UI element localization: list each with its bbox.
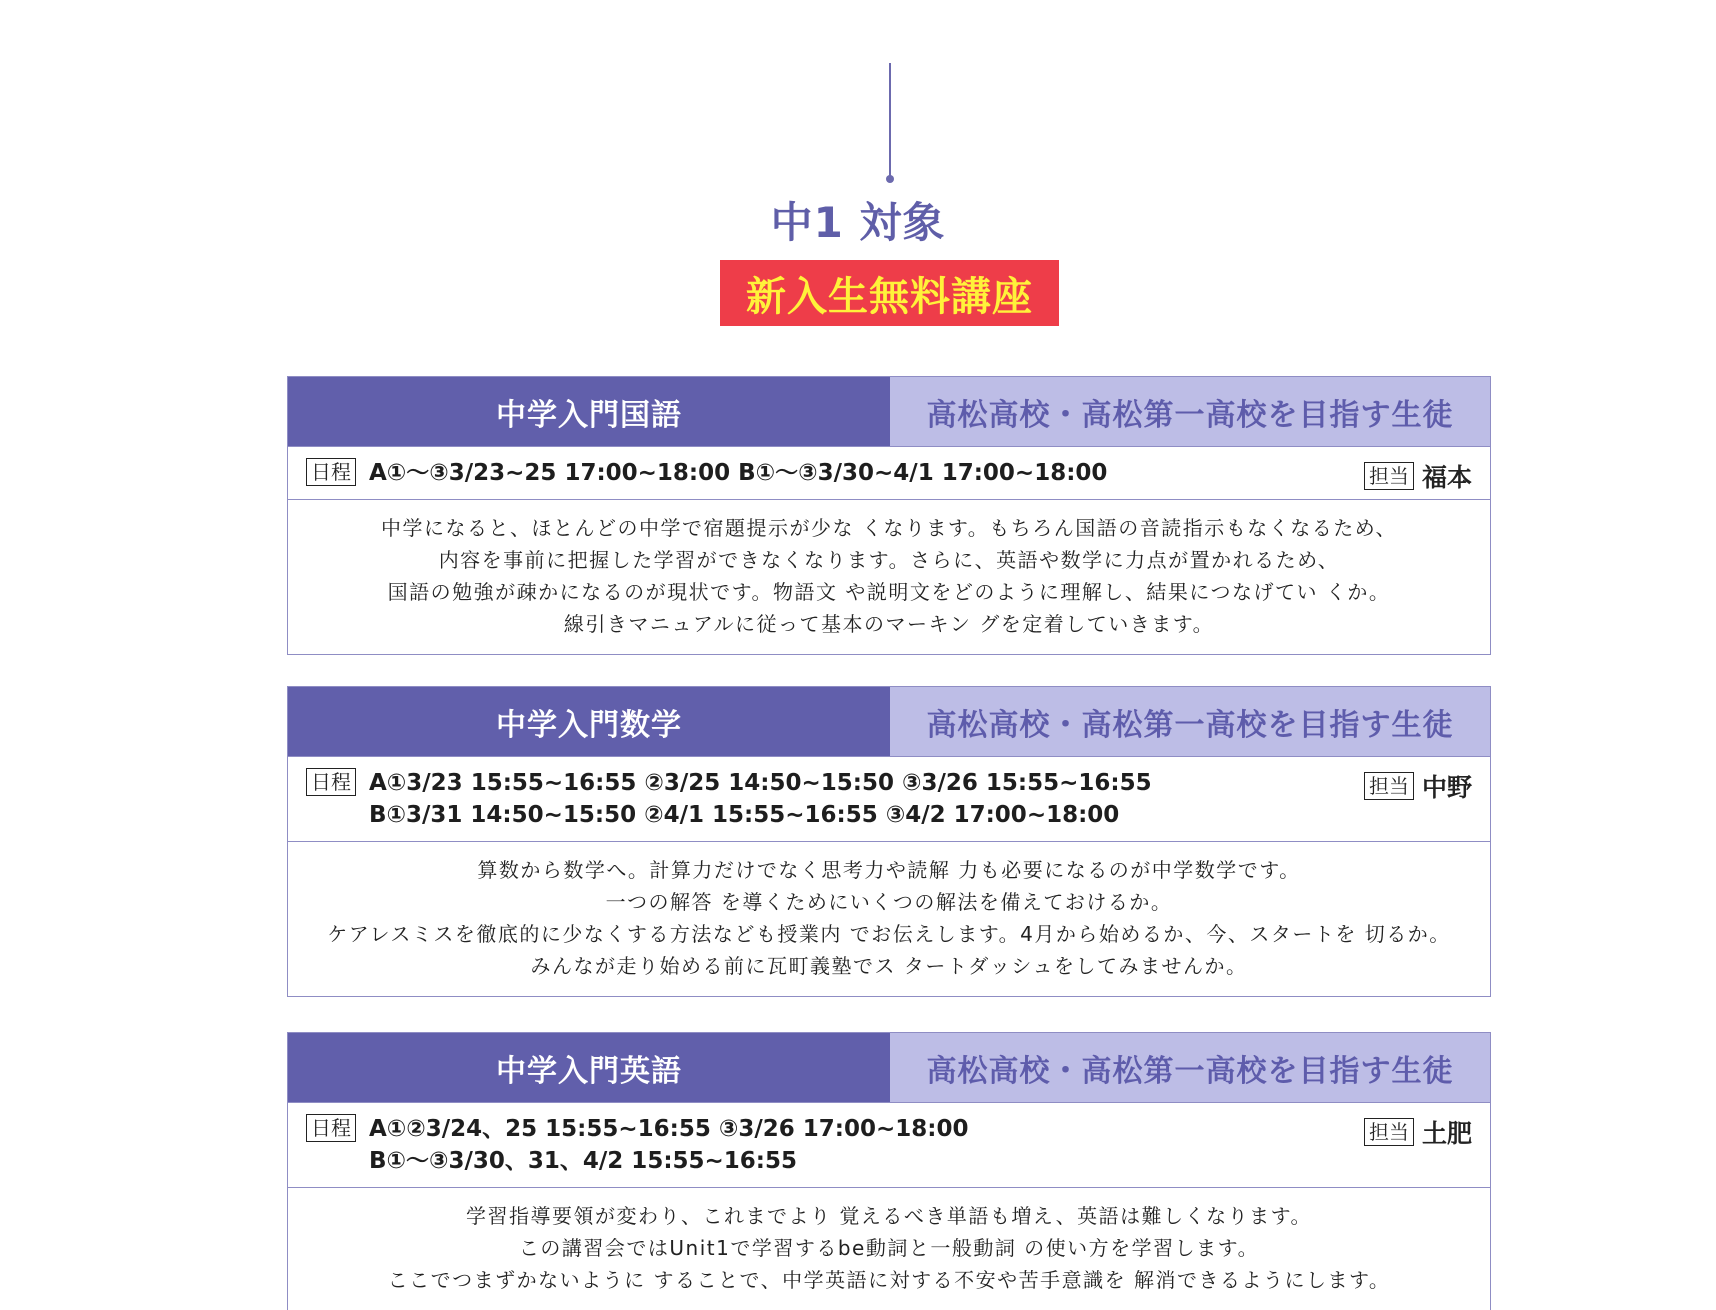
description-line: この講習会ではUnit1で学習するbe動詞と一般動詞 の使い方を学習します。: [518, 1236, 1260, 1260]
course-header: [288, 377, 1490, 446]
description-line: 学習指導要領が変わり、これまでより 覚えるべき単語も増え、英語は難しくなります。: [466, 1204, 1312, 1228]
teacher-tag: 担当: [1364, 462, 1414, 490]
teacher-info: [1364, 458, 1472, 494]
schedule-lines: [369, 457, 1472, 489]
course-description: [288, 1188, 1490, 1310]
teacher-tag: 担当: [1364, 1118, 1414, 1146]
page-heading: 中1 対象: [770, 198, 946, 247]
teacher-name: 中野: [1421, 773, 1472, 802]
schedule-line: B①～③3/30、31、4/2 15:55~16:55: [369, 1148, 798, 1174]
description-line: 内容を事前に把握した学習ができなくなります。さらに、英語や数学に力点が置かれるため、: [438, 548, 1340, 572]
free-course-badge: [720, 260, 1059, 326]
schedule-line: A①～③3/23~25 17:00~18:00 B①～③3/30~4/1 17:00~18:00: [369, 460, 1108, 486]
course-card-math: [287, 686, 1491, 997]
course-header: [288, 1033, 1490, 1102]
course-target: 高松高校・高松第一高校を目指す生徒: [890, 1033, 1490, 1102]
description-line: 算数から数学へ。計算力だけでなく思考力や読解 力も必要になるのが中学数学です。: [477, 858, 1301, 882]
course-schedule: [288, 446, 1490, 500]
badge-label: 新入生無料講座: [746, 273, 1033, 320]
course-description: [288, 500, 1490, 654]
description-line: 線引きマニュアルに従って基本のマーキン グを定着していきます。: [563, 612, 1215, 636]
decorative-dot: [886, 175, 894, 183]
description-line: ケアレスミスを徹底的に少なくする方法なども授業内 でお伝えします。4月から始めるか、今、スタートを 切るか。: [327, 922, 1451, 946]
course-card-english: [287, 1032, 1491, 1310]
teacher-info: [1364, 1114, 1472, 1150]
schedule-line: B①3/31 14:50~15:50 ②4/1 15:55~16:55 ③4/2 17:00~18:00: [369, 802, 1120, 828]
schedule-tag: 日程: [306, 458, 356, 486]
course-schedule: [288, 756, 1490, 842]
schedule-lines: [369, 767, 1472, 831]
description-line: 一つの解答 を導くためにいくつの解法を備えておけるか。: [605, 890, 1173, 914]
course-schedule: [288, 1102, 1490, 1188]
teacher-info: [1364, 768, 1472, 804]
course-header: [288, 687, 1490, 756]
teacher-name: 福本: [1421, 463, 1472, 492]
schedule-line: A①②3/24、25 15:55~16:55 ③3/26 17:00~18:00: [369, 1116, 969, 1142]
course-title: 中学入門英語: [288, 1033, 890, 1102]
schedule-tag: 日程: [306, 768, 356, 796]
schedule-lines: [369, 1113, 1472, 1177]
course-description: [288, 842, 1490, 996]
course-card-japanese: [287, 376, 1491, 655]
schedule-tag: 日程: [306, 1114, 356, 1142]
course-target: 高松高校・高松第一高校を目指す生徒: [890, 377, 1490, 446]
description-line: みんなが走り始める前に瓦町義塾でス タートダッシュをしてみませんか。: [530, 954, 1248, 978]
teacher-tag: 担当: [1364, 772, 1414, 800]
course-title: 中学入門数学: [288, 687, 890, 756]
course-target: 高松高校・高松第一高校を目指す生徒: [890, 687, 1490, 756]
teacher-name: 土肥: [1421, 1119, 1472, 1148]
description-line: 国語の勉強が疎かになるのが現状です。物語文 や説明文をどのように理解し、結果につなげてい くか。: [387, 580, 1391, 604]
decorative-line: [889, 63, 891, 178]
description-line: 中学になると、ほとんどの中学で宿題提示が少な くなります。もちろん国語の音読指示もなくなるため、: [381, 516, 1397, 540]
schedule-line: A①3/23 15:55~16:55 ②3/25 14:50~15:50 ③3/26 15:55~16:55: [369, 770, 1152, 796]
course-title: 中学入門国語: [288, 377, 890, 446]
description-line: ここでつまずかないように することで、中学英語に対する不安や苦手意識を 解消できるようにします。: [387, 1268, 1391, 1292]
